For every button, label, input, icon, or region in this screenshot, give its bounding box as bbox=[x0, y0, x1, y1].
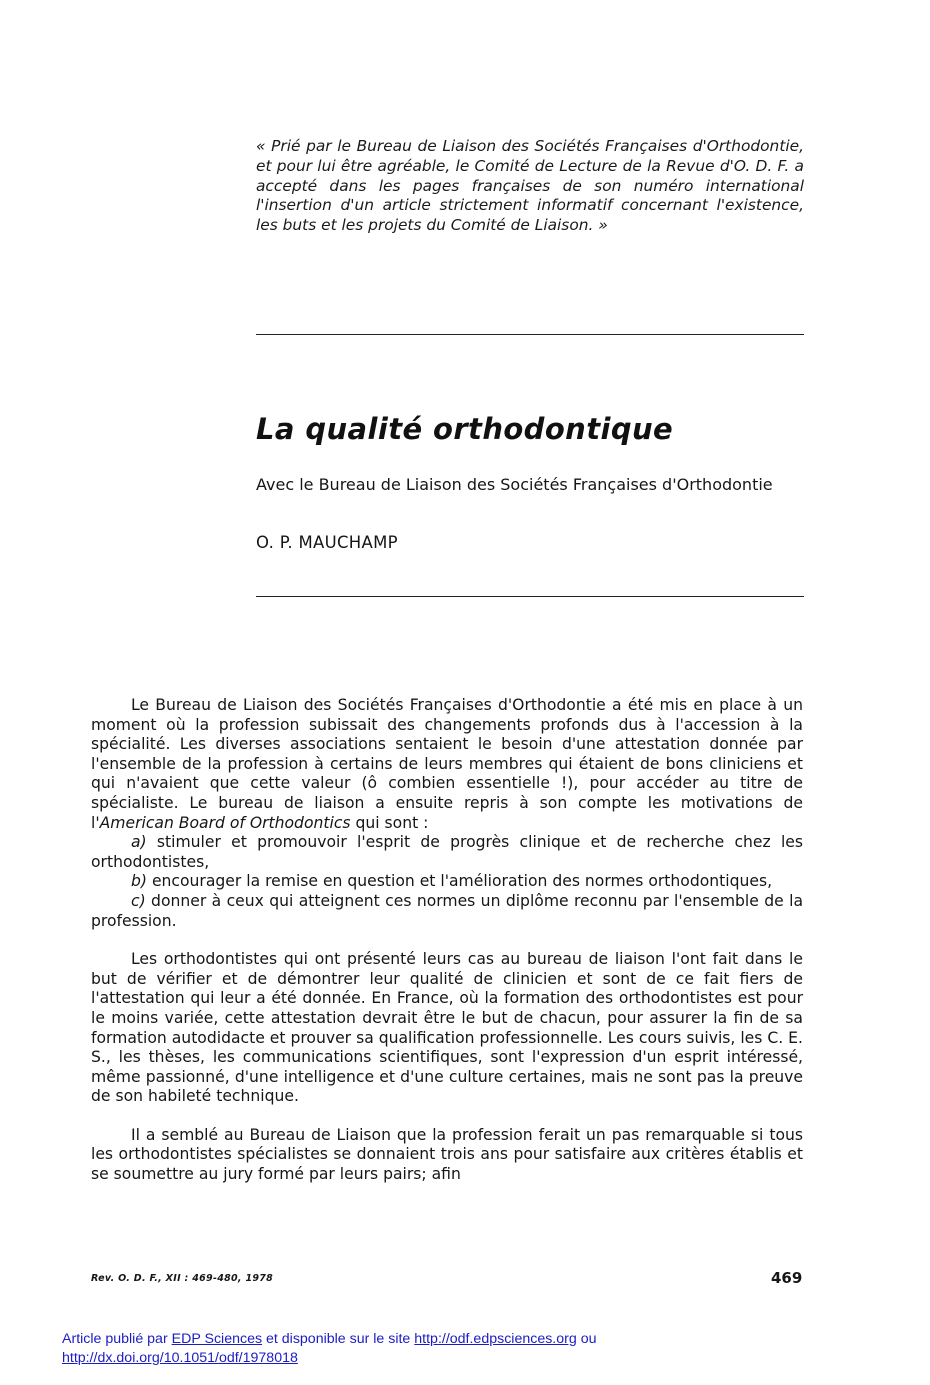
publisher-notice bbox=[62, 1330, 762, 1368]
journal-citation: Rev. O. D. F., XII : 469-480, 1978 bbox=[91, 1273, 274, 1284]
list-item-a bbox=[91, 833, 803, 872]
publisher-middle: et disponible sur le site bbox=[262, 1331, 415, 1347]
list-item-c bbox=[91, 892, 803, 931]
list-marker-c: c) bbox=[131, 891, 146, 910]
american-board-name: American Board of Orthodontics bbox=[99, 813, 351, 832]
publisher-prefix: Article publié par bbox=[62, 1331, 172, 1347]
list-item-b-text: encourager la remise en question et l'amélioration des normes orthodontiques, bbox=[146, 872, 773, 891]
paragraph-intro-text: Le Bureau de Liaison des Sociétés Françaises d'Orthodontie a été mis en place à un moment où la profession subissait des changements profonds dus à l'accession à la spécialité. Les diverses associations sentaient le besoin d'une attestation donnée par l'ensemble de la profession à certains de leurs membres qui étaient de bons cliniciens et qui n'avaient que cette valeur (ô combien essentielle !), pour accéder au titre de spécialiste. Le bureau de liaison a ensuite repris à son compte les motivations de l' bbox=[91, 696, 803, 832]
page-number: 469 bbox=[771, 1269, 803, 1287]
list-item-b bbox=[91, 872, 803, 892]
paragraph-intro-end: qui sont : bbox=[350, 813, 429, 832]
journal-site-link[interactable]: http://odf.edpsciences.org bbox=[414, 1331, 577, 1347]
article-title: La qualité orthodontique bbox=[256, 412, 674, 446]
top-divider bbox=[256, 334, 804, 335]
short-divider bbox=[256, 596, 312, 597]
paragraph-third: Il a semblé au Bureau de Liaison que la profession ferait un pas remarquable si tous les orthodontistes spécialistes se donnaient trois ans pour satisfaire aux critères établis et se soumettre au jury formé par leurs pairs; afin bbox=[91, 1125, 803, 1184]
list-marker-a: a) bbox=[131, 833, 147, 852]
editor-note: « Prié par le Bureau de Liaison des Sociétés Françaises d'Orthodontie, et pour lui être agréable, le Comité de Lecture de la Revue d'O. D. F. a accepté dans les pages françaises de son numéro international l'insertion d'un article strictement informatif concernant l'existence, les buts et les projets du Comité de Liaison. » bbox=[256, 137, 804, 235]
edp-sciences-link[interactable]: EDP Sciences bbox=[171, 1331, 263, 1347]
article-author: O. P. MAUCHAMP bbox=[256, 533, 398, 552]
list-item-c-text: donner à ceux qui atteignent ces normes un diplôme reconnu par l'ensemble de la profession. bbox=[91, 891, 803, 930]
paragraph-second: Les orthodontistes qui ont présenté leurs cas au bureau de liaison l'ont fait dans le but de vérifier et de démontrer leur qualité de clinicien et sont de ce fait fiers de l'attestation qui leur a été donnée. En France, où la formation des orthodontistes est pour le moins variée, cette attestation devrait être le but de chacun, pour assurer la fin de sa formation autodidacte et prouver sa qualification professionnelle. Les cours suivis, les C. E. S., les thèses, les communications scientifiques, sont l'expression d'un esprit intéressé, même passionné, d'une intelligence et d'une culture certaines, mais ne sont pas la preuve de son habileté technique. bbox=[91, 950, 803, 1106]
doi-link[interactable]: http://dx.doi.org/10.1051/odf/1978018 bbox=[62, 1350, 298, 1366]
article-body bbox=[91, 696, 803, 1185]
publisher-suffix: ou bbox=[576, 1331, 597, 1347]
list-item-a-text: stimuler et promouvoir l'esprit de progrès clinique et de recherche chez les orthodontistes, bbox=[91, 833, 803, 871]
header-divider bbox=[312, 596, 804, 597]
list-marker-b: b) bbox=[131, 872, 147, 891]
paragraph-intro bbox=[91, 696, 803, 833]
article-subtitle: Avec le Bureau de Liaison des Sociétés Françaises d'Orthodontie bbox=[256, 475, 773, 494]
